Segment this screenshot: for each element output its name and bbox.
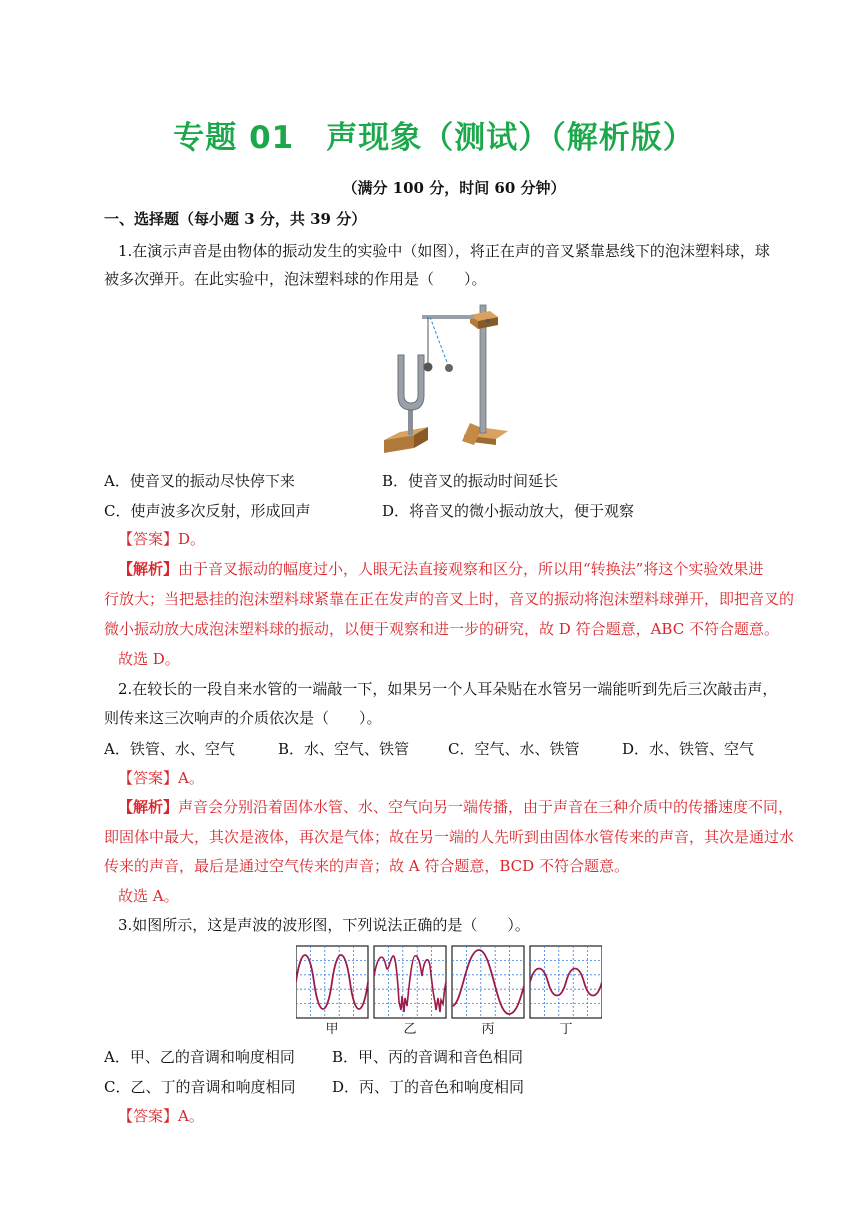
q1-analysis-line3: 微小振动放大成泡沫塑料球的振动，以便于观察和进一步的研究，故 D 符合题意，ABC 不符合题意。 (104, 620, 779, 638)
q2-option-a: A．铁管、水、空气 (104, 740, 235, 758)
q2-analysis-line2: 即固体中最大，其次是液体，再次是气体；故在另一端的人先听到由固体水管传来的声音，其次是通过水 (104, 828, 795, 846)
q2-option-c: C．空气、水、铁管 (448, 740, 580, 758)
q3-option-a: A．甲、乙的音调和响度相同 (104, 1048, 295, 1066)
q2-option-d: D．水、铁管、空气 (622, 740, 755, 758)
q2-option-b: B．水、空气、铁管 (278, 740, 410, 758)
wave-panel-jia (296, 946, 368, 1018)
q2-stem-line1: 2.在较长的一段自来水管的一端敲一下，如果另一个人耳朵贴在水管另一端能听到先后三次敲击声， (118, 680, 778, 698)
page-title: 专题 01 声现象（测试）（解析版） (173, 120, 695, 156)
q3-option-b: B．甲、丙的音调和音色相同 (332, 1048, 524, 1066)
q2-analysis-line3: 传来的声音，最后是通过空气传来的声音；故 A 符合题意，BCD 不符合题意。 (104, 857, 629, 875)
q3-stem: 3.如图所示，这是声波的波形图，下列说法正确的是（ ）。 (118, 916, 530, 934)
q1-option-c: C．使声波多次反射，形成回声 (104, 502, 311, 520)
wave-panel-bing (452, 946, 524, 1018)
q1-stem-line1: 1.在演示声音是由物体的振动发生的实验中（如图），将正在声的音叉紧靠悬线下的泡沫塑料球，球 (118, 242, 770, 260)
page-subtitle: （满分 100 分，时间 60 分钟） (342, 179, 566, 197)
q2-choose: 故选 A。 (118, 887, 179, 905)
q1-option-d: D．将音叉的微小振动放大，便于观察 (382, 502, 635, 520)
q1-analysis-line2: 行放大；当把悬挂的泡沫塑料球紧靠在正在发声的音叉上时，音叉的振动将泡沫塑料球弹开，即把音叉的 (104, 590, 795, 608)
q2-stem-line2: 则传来这三次响声的介质依次是（ ）。 (104, 709, 382, 727)
q3-option-d: D．丙、丁的音色和响度相同 (332, 1078, 525, 1096)
wave-label-ding: 丁 (559, 1022, 573, 1037)
q3-answer: 【答案】A。 (118, 1107, 204, 1125)
q2-analysis-tag: 【解析】 (118, 798, 179, 816)
wave-label-jia: 甲 (325, 1022, 339, 1037)
q1-option-b: B．使音叉的振动时间延长 (382, 472, 559, 490)
q2-answer: 【答案】A。 (118, 769, 204, 787)
tuning-fork-figure (378, 295, 518, 460)
wave-label-yi: 乙 (403, 1022, 417, 1037)
wave-panel-yi (374, 946, 446, 1018)
q1-option-a: A．使音叉的振动尽快停下来 (104, 472, 295, 490)
q2-analysis-line1: 【解析】声音会分别沿着固体水管、水、空气向另一端传播，由于声音在三种介质中的传播速度不同， (118, 798, 794, 816)
q1-analysis-tag: 【解析】 (118, 560, 179, 578)
q1-stem-line2: 被多次弹开。在此实验中，泡沫塑料球的作用是（ ）。 (104, 270, 487, 288)
q1-analysis-line1: 【解析】由于音叉振动的幅度过小，人眼无法直接观察和区分，所以用“转换法”将这个实验效果进 (118, 560, 764, 578)
q1-answer: 【答案】D。 (118, 530, 206, 548)
wave-label-bing: 丙 (481, 1022, 495, 1037)
q3-option-c: C．乙、丁的音调和响度相同 (104, 1078, 296, 1096)
q1-choose: 故选 D。 (118, 650, 180, 668)
waveform-figure (296, 945, 602, 1020)
section-heading: 一、选择题（每小题 3 分，共 39 分） (104, 210, 367, 228)
wave-panel-ding (530, 946, 602, 1018)
